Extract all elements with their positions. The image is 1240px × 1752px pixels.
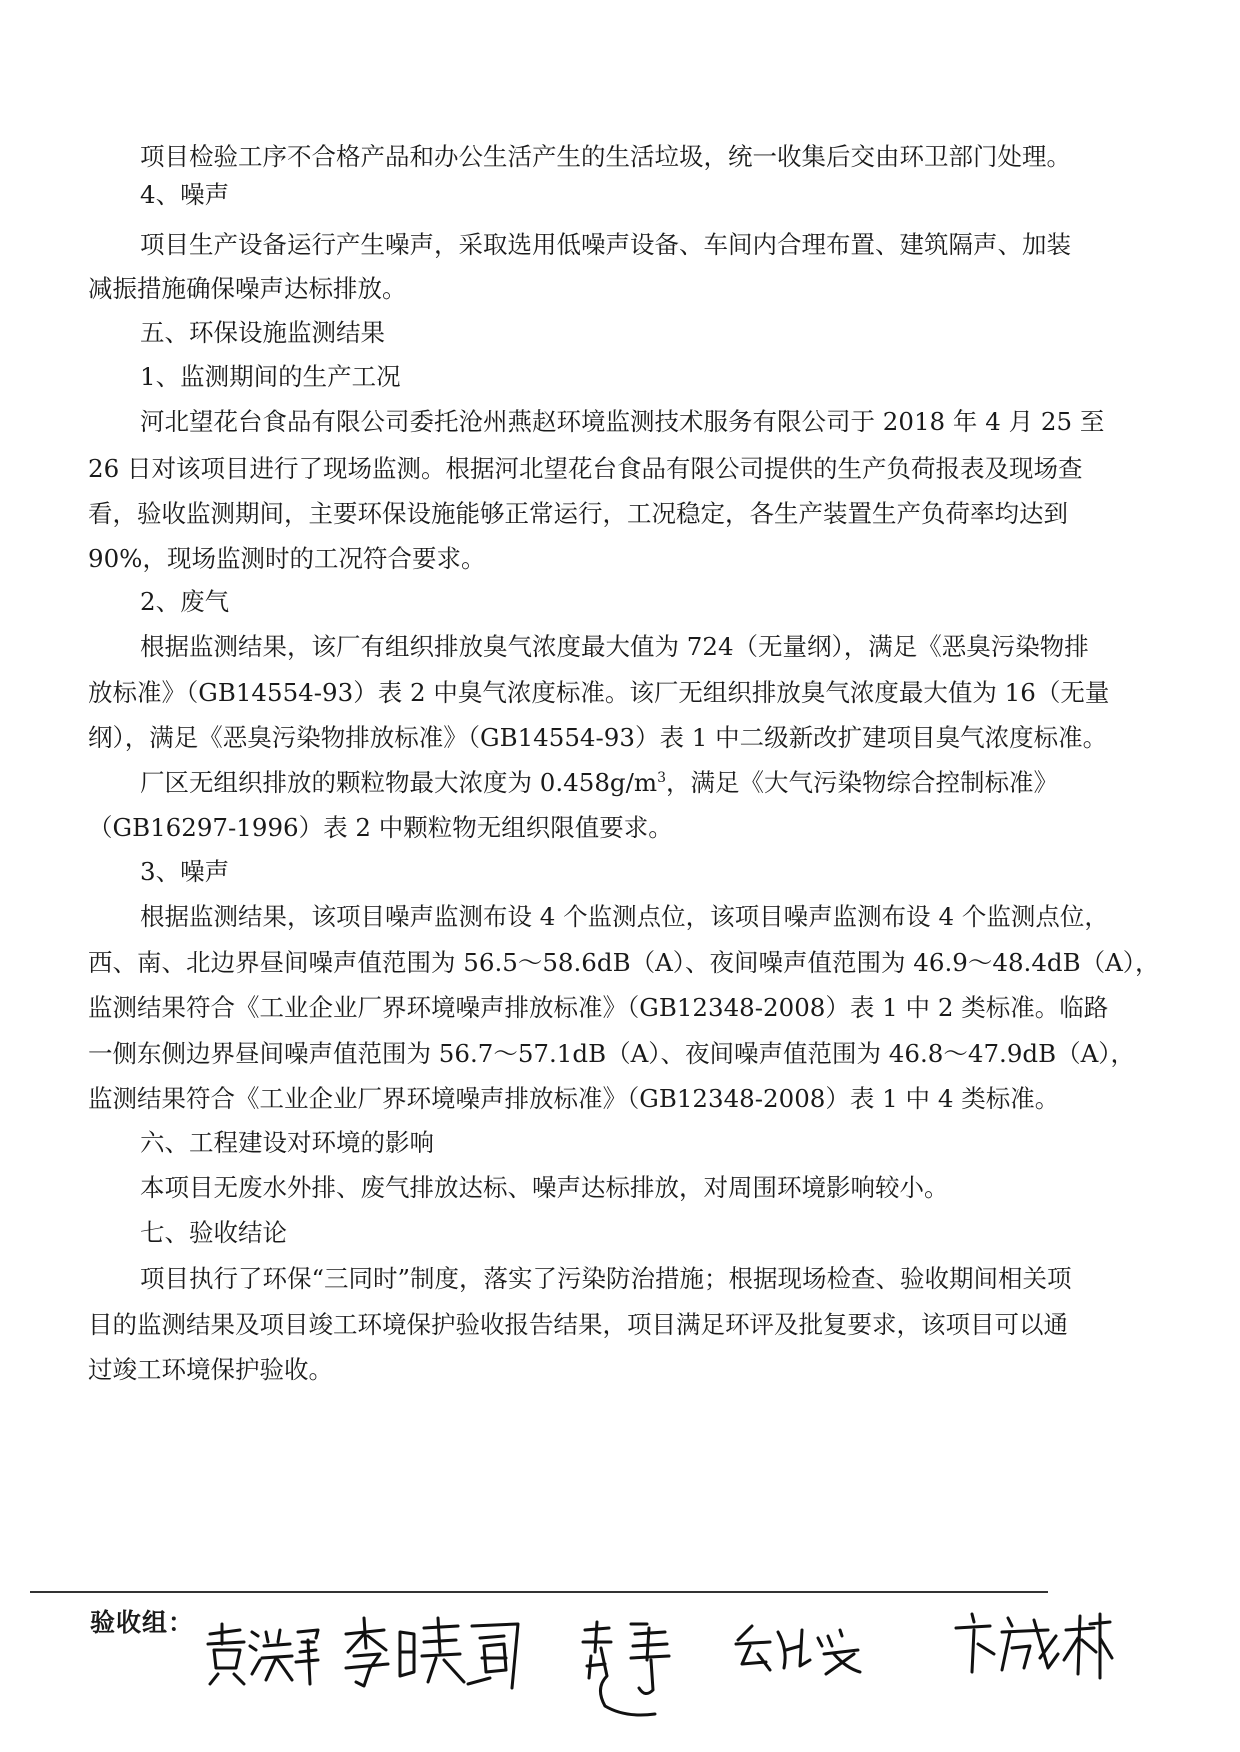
section-heading: 五、环保设施监测结果: [140, 318, 385, 347]
paragraph-line: 河北望花台食品有限公司委托沧州燕赵环境监测技术服务有限公司于 2018 年 4 月 25 至: [140, 407, 1105, 436]
paragraph-line: [140, 766, 1059, 800]
paragraph-line: 根据监测结果，该项目噪声监测布设 4 个监测点位，该项目噪声监测布设 4 个监测点位，: [140, 902, 1109, 931]
superscript: 3: [657, 769, 667, 786]
paragraph-line: 90%，现场监测时的工况符合要求。: [88, 544, 486, 573]
signature-1: [200, 1620, 320, 1690]
paragraph-line: 监测结果符合《工业企业厂界环境噪声排放标准》（GB12348-2008）表 1 中 2 类标准。临路: [88, 993, 1109, 1022]
paragraph-line: 一侧东侧边界昼间噪声值范围为 56.7～57.1dB（A）、夜间噪声值范围为 46.8～47.9dB（A），: [88, 1039, 1136, 1068]
paragraph-line: 减振措施确保噪声达标排放。: [88, 274, 407, 303]
paragraph-line: 根据监测结果，该厂有组织排放臭气浓度最大值为 724（无量纲），满足《恶臭污染物排: [140, 632, 1089, 661]
section-heading: 六、工程建设对环境的影响: [140, 1128, 434, 1157]
paragraph-line: 看，验收监测期间，主要环保设施能够正常运行，工况稳定，各生产装置生产负荷率均达到: [88, 499, 1068, 528]
paragraph-line: 过竣工环境保护验收。: [88, 1355, 333, 1384]
signature-2: [340, 1612, 530, 1692]
section-heading: 3、噪声: [140, 857, 230, 886]
section-heading: 2、废气: [140, 587, 230, 616]
paragraph-text: 厂区无组织排放的颗粒物最大浓度为 0.458g/m: [140, 768, 658, 797]
section-heading: 七、验收结论: [140, 1218, 287, 1247]
section-heading: 4、噪声: [140, 180, 230, 209]
acceptance-group-label: 验收组：: [90, 1608, 195, 1637]
paragraph-line: 26 日对该项目进行了现场监测。根据河北望花台食品有限公司提供的生产负荷报表及现场查: [88, 454, 1083, 483]
section-heading: 1、监测期间的生产工况: [140, 362, 401, 391]
paragraph-line: （GB16297-1996）表 2 中颗粒物无组织限值要求。: [88, 813, 673, 842]
signature-5: [950, 1608, 1115, 1688]
paragraph-text: ，满足《大气污染物综合控制标准》: [666, 768, 1059, 797]
horizontal-rule: [30, 1591, 1048, 1593]
paragraph-line: 本项目无废水外排、废气排放达标、噪声达标排放，对周围环境影响较小。: [140, 1173, 949, 1202]
paragraph-line: 放标准》（GB14554-93）表 2 中臭气浓度标准。该厂无组织排放臭气浓度最大值为 16（无量: [88, 678, 1110, 707]
paragraph-line: 纲），满足《恶臭污染物排放标准》（GB14554-93）表 1 中二级新改扩建项目臭气浓度标准。: [88, 723, 1108, 752]
paragraph-line: 项目执行了环保“三同时”制度，落实了污染防治措施；根据现场检查、验收期间相关项: [140, 1264, 1072, 1293]
paragraph-line: 西、南、北边界昼间噪声值范围为 56.5～58.6dB（A）、夜间噪声值范围为 46.9～48.4dB（A），: [88, 948, 1160, 977]
signature-3: [575, 1618, 685, 1728]
paragraph-line: 项目检验工序不合格产品和办公生活产生的生活垃圾，统一收集后交由环卫部门处理。: [140, 142, 1071, 171]
paragraph-line: 项目生产设备运行产生噪声，采取选用低噪声设备、车间内合理布置、建筑隔声、加装: [140, 230, 1071, 259]
signature-4: [730, 1620, 880, 1680]
paragraph-line: 监测结果符合《工业企业厂界环境噪声排放标准》（GB12348-2008）表 1 中 4 类标准。: [88, 1084, 1060, 1113]
paragraph-line: 目的监测结果及项目竣工环境保护验收报告结果，项目满足环评及批复要求，该项目可以通: [88, 1310, 1068, 1339]
